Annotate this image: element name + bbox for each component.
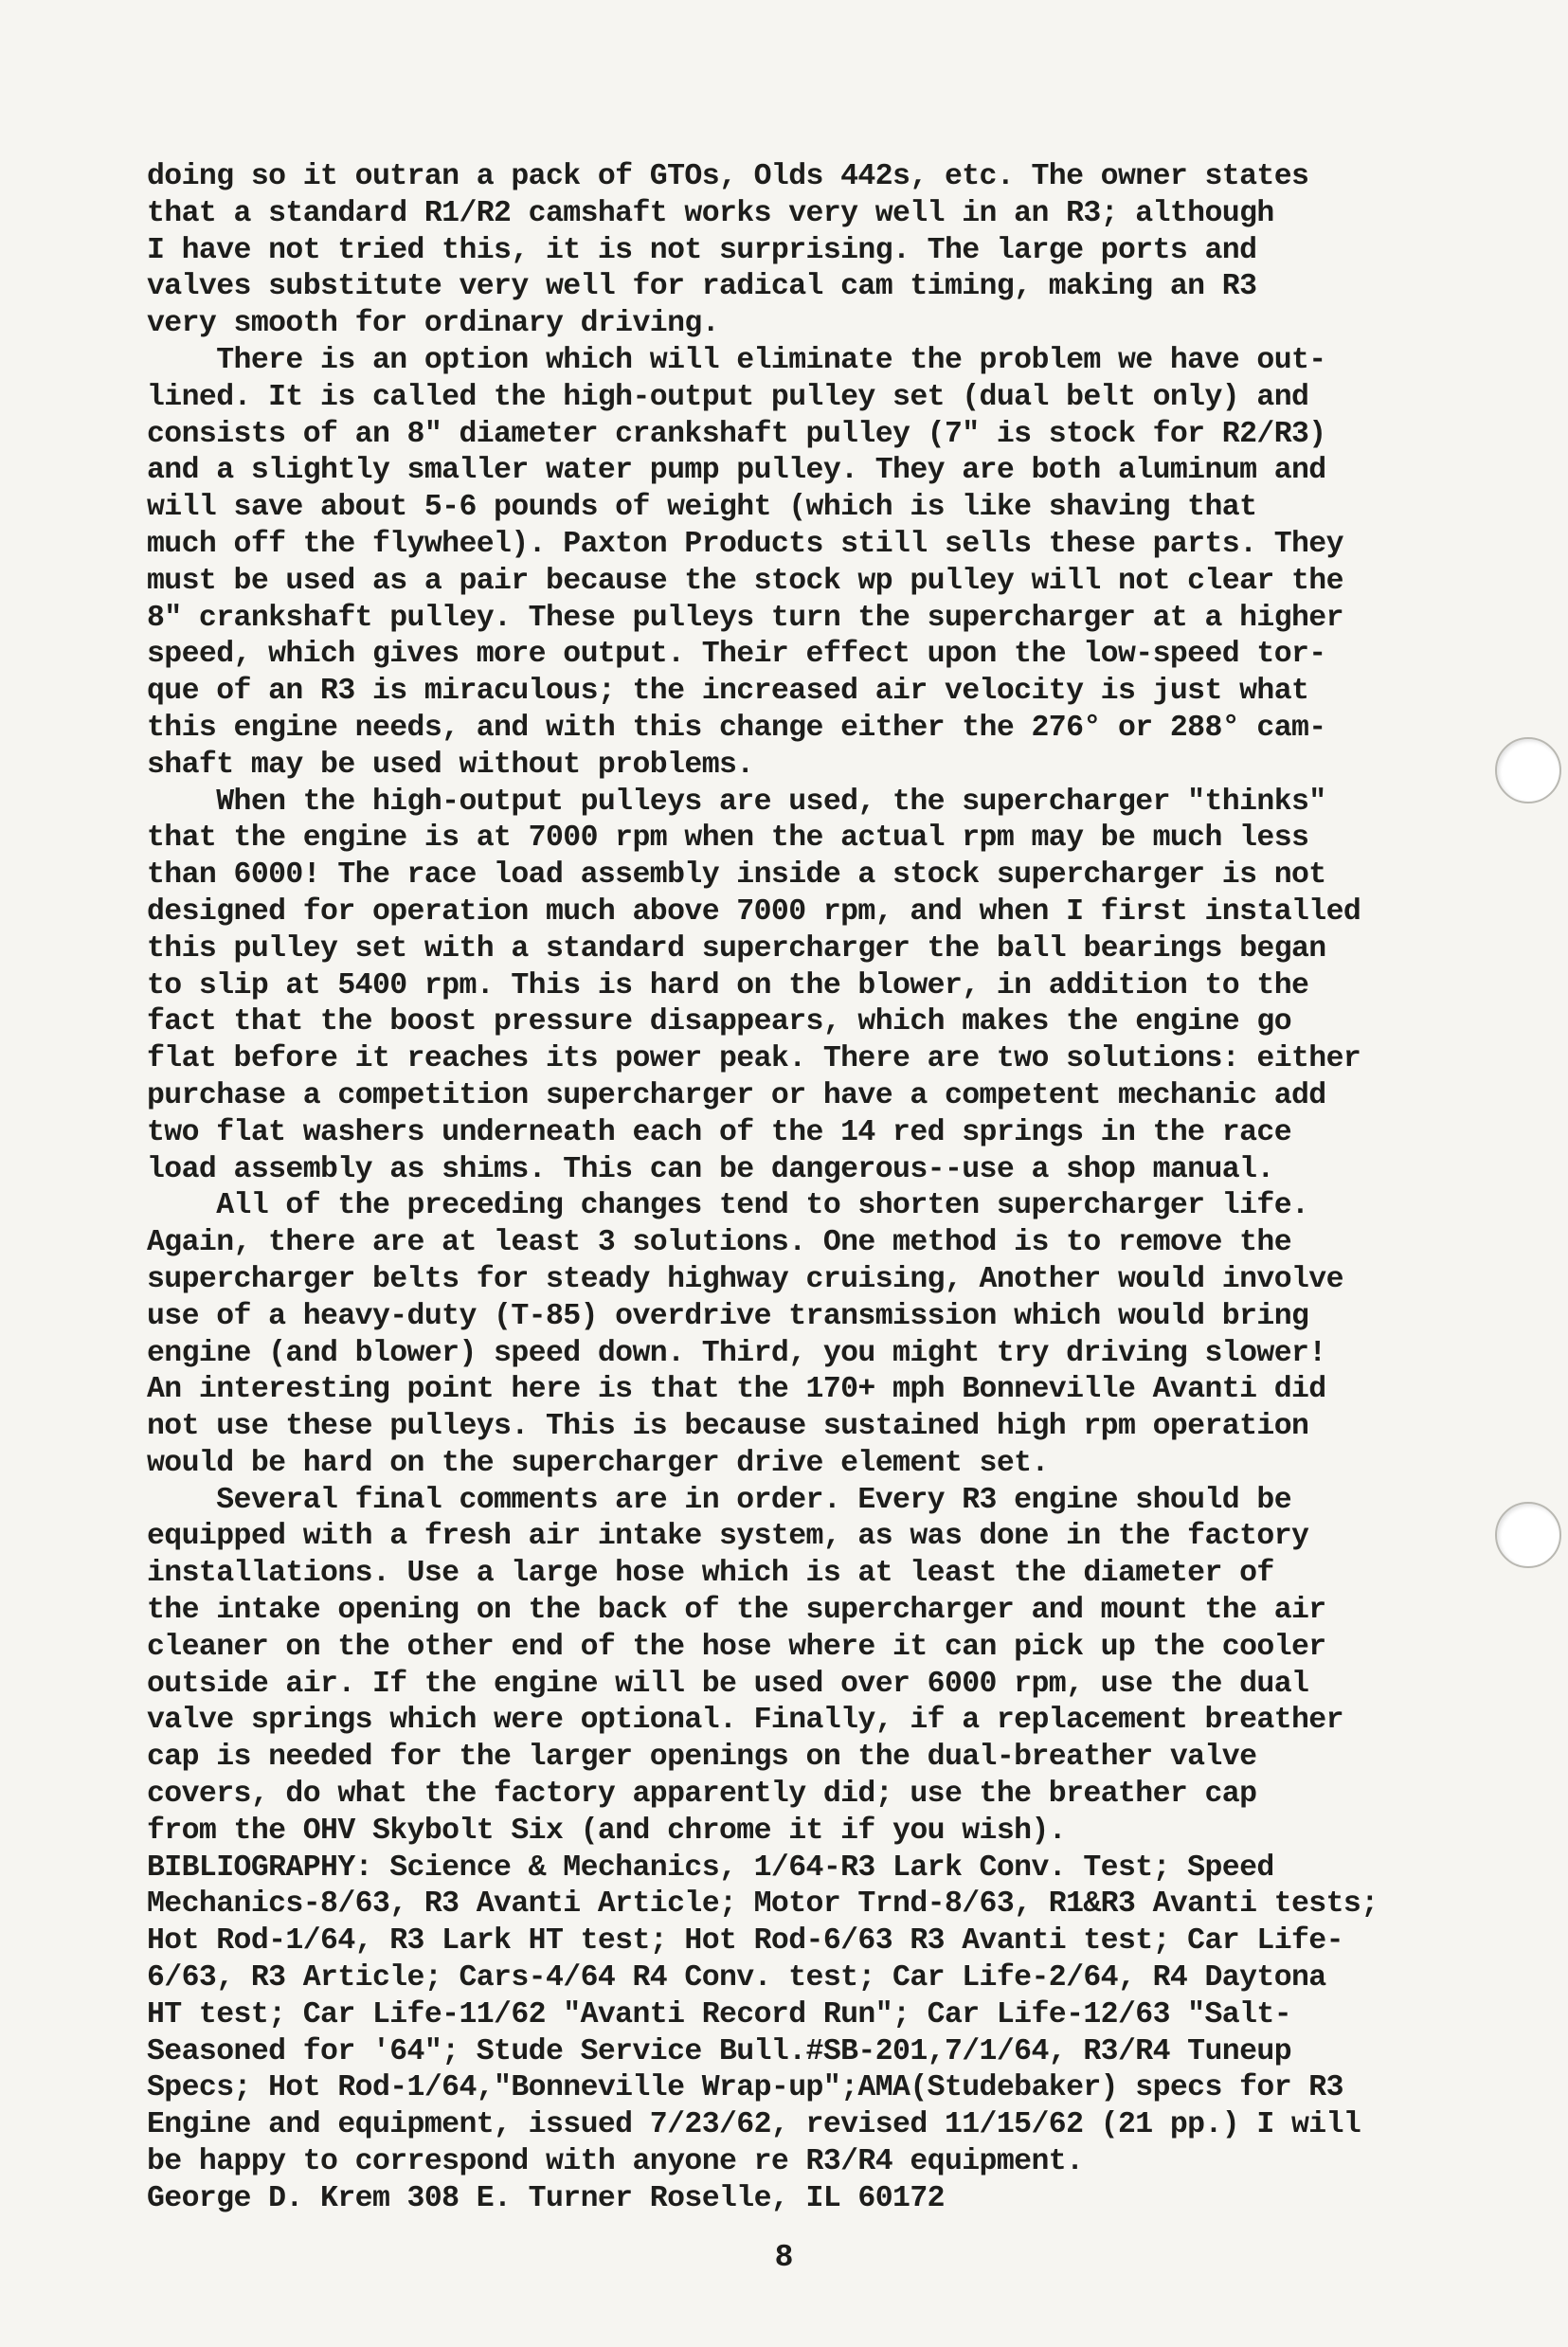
page-number: 8 <box>774 2240 794 2275</box>
text-line: engine (and blower) speed down. Third, you might try driving slower! <box>147 1336 1326 1370</box>
text-line: 6/63, R3 Article; Cars-4/64 R4 Conv. test; Car Life-2/64, R4 Daytona <box>147 1961 1326 1995</box>
text-line: shaft may be used without problems. <box>147 748 754 782</box>
article-body-text <box>147 159 1435 2218</box>
text-line: that a standard R1/R2 camshaft works very well in an R3; although <box>147 196 1274 230</box>
text-line: to slip at 5400 rpm. This is hard on the blower, in addition to the <box>147 968 1309 1002</box>
text-line: outside air. If the engine will be used over 6000 rpm, use the dual <box>147 1667 1309 1701</box>
text-line: 8" crankshaft pulley. These pulleys turn the supercharger at a higher <box>147 601 1343 635</box>
text-line: flat before it reaches its power peak. There are two solutions: either <box>147 1042 1361 1076</box>
text-line: this pulley set with a standard supercharger the ball bearings began <box>147 931 1326 966</box>
text-line: que of an R3 is miraculous; the increased air velocity is just what <box>147 675 1309 709</box>
text-line: than 6000! The race load assembly inside a stock supercharger is not <box>147 858 1326 893</box>
text-line: this engine needs, and with this change either the 276° or 288° cam- <box>147 711 1326 745</box>
text-line: All of the preceding changes tend to shorten supercharger life. <box>147 1189 1309 1223</box>
text-line: lined. It is called the high-output pulley set (dual belt only) and <box>147 380 1309 414</box>
text-line: valves substitute very well for radical cam timing, making an R3 <box>147 270 1257 304</box>
text-line: very smooth for ordinary driving. <box>147 307 720 341</box>
text-line: Seasoned for '64"; Stude Service Bull.#SB-201,7/1/64, R3/R4 Tuneup <box>147 2034 1292 2068</box>
text-line: will save about 5-6 pounds of weight (which is like shaving that <box>147 491 1257 525</box>
text-line: cap is needed for the larger openings on the dual-breather valve <box>147 1741 1257 1775</box>
text-line: When the high-output pulleys are used, the supercharger "thinks" <box>147 785 1326 819</box>
text-line: valve springs which were optional. Finally, if a replacement breather <box>147 1704 1343 1738</box>
text-line: load assembly as shims. This can be dangerous--use a shop manual. <box>147 1152 1274 1186</box>
punch-hole-upper <box>1495 737 1561 803</box>
text-line: use of a heavy-duty (T-85) overdrive transmission which would bring <box>147 1299 1309 1333</box>
text-line: There is an option which will eliminate the problem we have out- <box>147 343 1326 377</box>
text-line: I have not tried this, it is not surprising. The large ports and <box>147 233 1257 267</box>
text-line: from the OHV Skybolt Six (and chrome it if you wish). <box>147 1814 1067 1848</box>
text-line: BIBLIOGRAPHY: Science & Mechanics, 1/64-R3 Lark Conv. Test; Speed <box>147 1851 1274 1885</box>
text-line: fact that the boost pressure disappears, which makes the engine go <box>147 1005 1292 1039</box>
text-line: two flat washers underneath each of the 14 red springs in the race <box>147 1115 1292 1149</box>
text-line: equipped with a fresh air intake system, as was done in the factory <box>147 1520 1309 1554</box>
text-line: and a slightly smaller water pump pulley. They are both aluminum and <box>147 454 1326 488</box>
text-line: HT test; Car Life-11/62 "Avanti Record Run"; Car Life-12/63 "Salt- <box>147 1997 1292 2031</box>
text-line: supercharger belts for steady highway cruising, Another would involve <box>147 1262 1343 1296</box>
text-line: George D. Krem 308 E. Turner Roselle, IL 60172 <box>147 2181 945 2215</box>
text-line: designed for operation much above 7000 rpm, and when I first installed <box>147 894 1361 929</box>
text-line: covers, do what the factory apparently did; use the breather cap <box>147 1778 1257 1812</box>
text-line: much off the flywheel). Paxton Products still sells these parts. They <box>147 527 1343 561</box>
text-line: Again, there are at least 3 solutions. One method is to remove the <box>147 1226 1292 1260</box>
text-line: purchase a competition supercharger or have a competent mechanic add <box>147 1078 1326 1112</box>
text-line: cleaner on the other end of the hose where it can pick up the cooler <box>147 1630 1326 1664</box>
text-line: would be hard on the supercharger drive element set. <box>147 1446 1049 1480</box>
text-line: Specs; Hot Rod-1/64,"Bonneville Wrap-up";AMA(Studebaker) specs for R3 <box>147 2071 1343 2105</box>
text-line: consists of an 8" diameter crankshaft pulley (7" is stock for R2/R3) <box>147 417 1326 451</box>
text-line: An interesting point here is that the 170+ mph Bonneville Avanti did <box>147 1373 1326 1407</box>
punch-hole-lower <box>1495 1502 1561 1568</box>
text-line: speed, which gives more output. Their effect upon the low-speed tor- <box>147 638 1326 672</box>
text-line: must be used as a pair because the stock wp pulley will not clear the <box>147 564 1343 598</box>
text-line: the intake opening on the back of the supercharger and mount the air <box>147 1594 1326 1628</box>
text-line: not use these pulleys. This is because sustained high rpm operation <box>147 1410 1309 1444</box>
text-line: Mechanics-8/63, R3 Avanti Article; Motor Trnd-8/63, R1&R3 Avanti tests; <box>147 1887 1379 1922</box>
text-line: installations. Use a large hose which is at least the diameter of <box>147 1557 1274 1591</box>
text-line: Hot Rod-1/64, R3 Lark HT test; Hot Rod-6/63 R3 Avanti test; Car Life- <box>147 1924 1343 1959</box>
text-line: Several final comments are in order. Every R3 engine should be <box>147 1483 1292 1517</box>
text-line: doing so it outran a pack of GTOs, Olds 442s, etc. The owner states <box>147 160 1309 193</box>
text-line: Engine and equipment, issued 7/23/62, revised 11/15/62 (21 pp.) I will <box>147 2108 1361 2142</box>
text-line: be happy to correspond with anyone re R3/R4 equipment. <box>147 2145 1084 2179</box>
text-line: that the engine is at 7000 rpm when the actual rpm may be much less <box>147 821 1309 856</box>
